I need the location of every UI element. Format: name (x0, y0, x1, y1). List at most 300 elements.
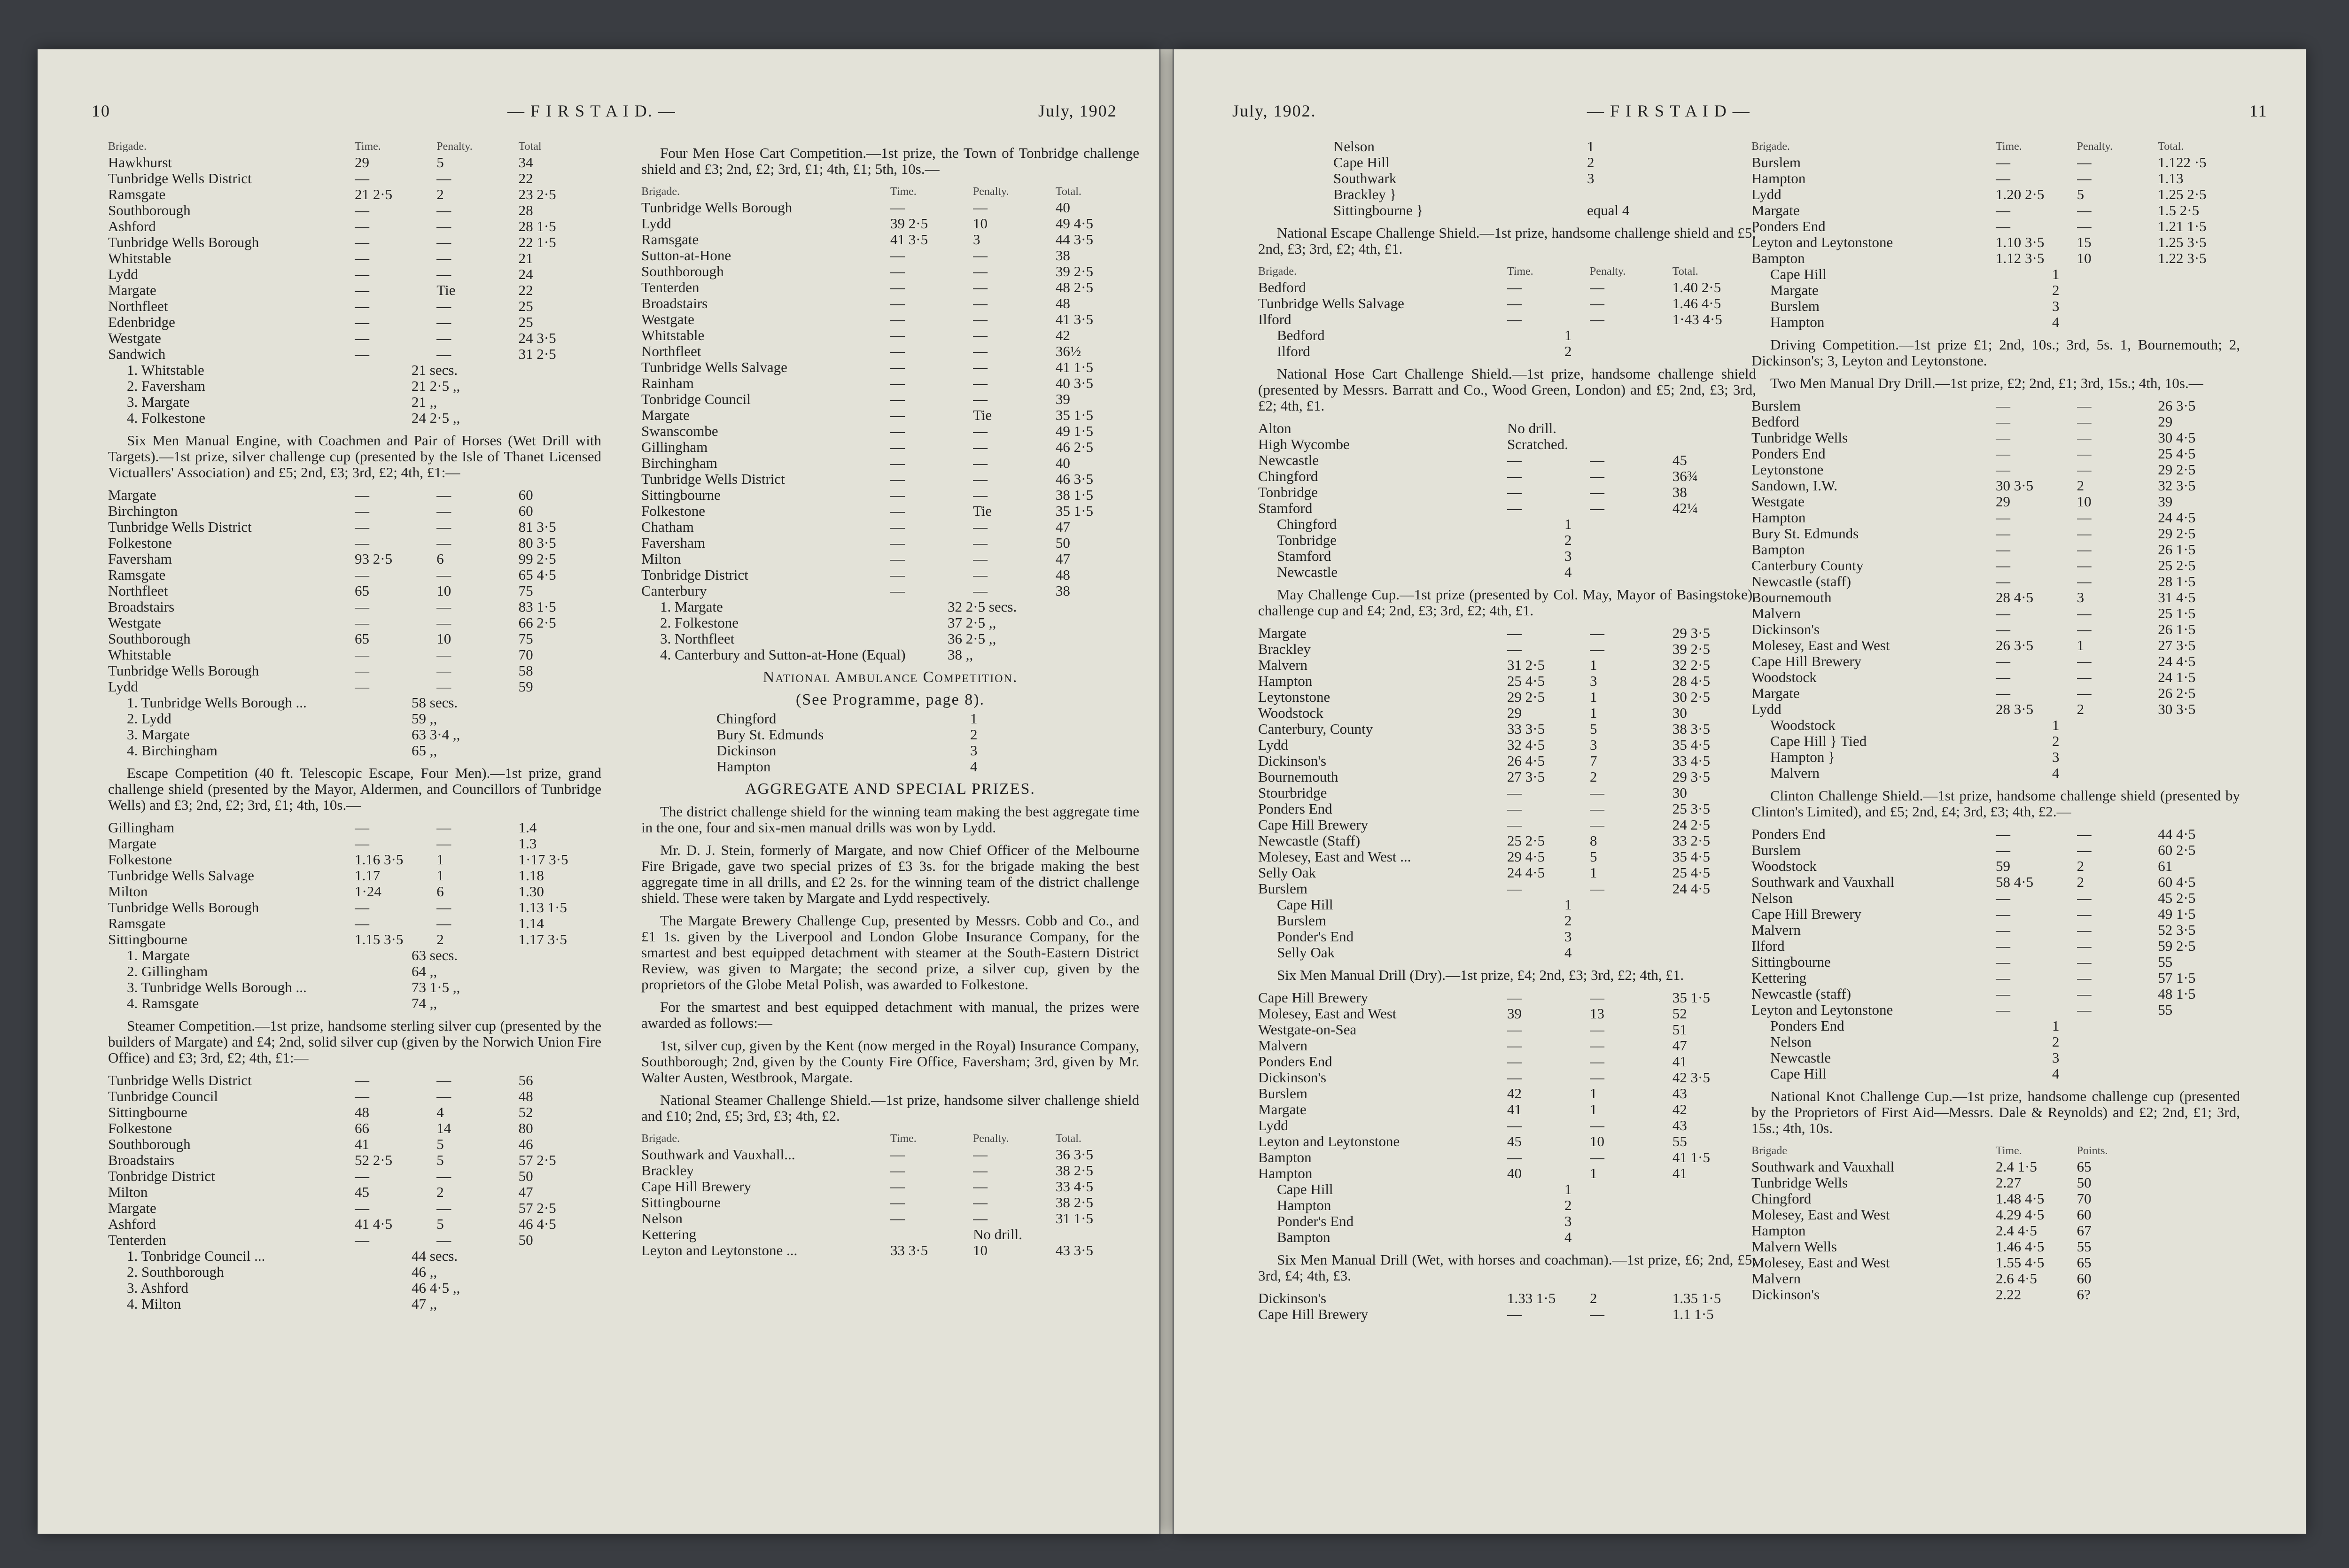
table-cell: 21 (518, 250, 533, 266)
table-cell: 24 4·5 (1507, 865, 1545, 881)
placing-row (1751, 298, 2240, 314)
placing-name: Margate (1770, 282, 1819, 298)
table-cell: 39 (2158, 494, 2173, 510)
table-cell: — (1996, 970, 2010, 986)
table-cell: — (1507, 625, 1522, 641)
table-row (1751, 510, 2240, 526)
table-row (108, 615, 601, 631)
table-row (641, 439, 1139, 455)
table-cell: 1.22 3·5 (2158, 250, 2207, 266)
table-cell: — (1507, 1306, 1522, 1322)
table-cell: — (355, 567, 369, 583)
table-cell: — (972, 1163, 988, 1179)
table-cell: 1.17 3·5 (518, 931, 567, 947)
table-cell: — (1589, 1038, 1604, 1054)
placing-row (1258, 945, 1756, 961)
table-cell: Margate (1751, 202, 1800, 218)
placing-value: 4 (1564, 1229, 1572, 1245)
table-row (1751, 970, 2240, 986)
table-cell: — (1996, 414, 2010, 430)
table-cell: Margate (108, 1200, 156, 1216)
table-row (1258, 1133, 1756, 1149)
table-row (108, 868, 601, 884)
table-cell: 15 (2077, 234, 2092, 250)
placing-value: 3 (2052, 298, 2060, 314)
table-row (641, 519, 1139, 535)
table-cell: Leyton and Leytonstone (1258, 1133, 1400, 1149)
table-cell: — (972, 343, 988, 359)
paragraph: Steamer Competition.—1st prize, handsome sterling silver cup (presented by the builders of Margate) and £4; 2nd, solid silver cup (given by the Norwich Union Fire Office) and £3; 3rd, £2; 4th, £1:— (108, 1017, 601, 1066)
table-cell: Tunbridge Wells Borough (641, 200, 793, 216)
placing-value: 1 (1564, 516, 1572, 532)
page-date: July, 1902. (1232, 101, 1316, 120)
placing-value: 3 (1564, 1213, 1572, 1229)
placing-row (641, 743, 1139, 759)
placing-value: 74 ,, (412, 995, 437, 1011)
table-cell: — (355, 519, 369, 535)
table-row (1258, 1070, 1756, 1086)
table-cell: 5 (436, 155, 444, 171)
table-cell: Leytonstone (1751, 462, 1824, 478)
table-cell: — (890, 487, 905, 503)
placing-name: Malvern (1770, 765, 1820, 781)
running-title: — F I R S T A I D — (1587, 101, 1750, 120)
placing-value: 32 2·5 secs. (948, 598, 1017, 615)
header-cell: Points. (2077, 1145, 2108, 1157)
table-cell: 29 3·5 (1672, 625, 1710, 641)
table-cell: 49 1·5 (1055, 423, 1093, 439)
table-cell: 57 2·5 (518, 1200, 556, 1216)
table-row (1258, 673, 1756, 689)
placing-value: 2 (2052, 1033, 2060, 1050)
table-cell: Tie (436, 282, 456, 298)
table-cell: — (1996, 574, 2010, 590)
table-cell: 42 (1055, 327, 1070, 343)
table-row (1258, 1306, 1756, 1322)
placing-row (1258, 913, 1756, 929)
placing-value: 38 ,, (948, 646, 973, 663)
table-cell: 3 (2077, 590, 2085, 605)
table-cell: Ramsgate (108, 567, 166, 583)
table-cell: 1.14 (518, 916, 544, 931)
table-cell: — (1996, 202, 2010, 218)
table-row (108, 1088, 601, 1104)
table-cell: Leytonstone (1258, 689, 1330, 705)
table-cell: Milton (108, 884, 148, 900)
table-cell: Canterbury (641, 583, 707, 599)
table-cell: — (1996, 986, 2010, 1002)
table-cell: 55 (2077, 1239, 2092, 1255)
table-cell: — (890, 1147, 905, 1163)
table-cell: — (355, 503, 369, 519)
table-cell: — (2077, 954, 2092, 970)
table-cell: Bury St. Edmunds (1751, 526, 1859, 542)
table-cell: — (890, 439, 905, 455)
table-cell: 35 1·5 (1055, 407, 1093, 423)
table-cell: — (436, 820, 451, 836)
table-cell: 5 (436, 1216, 444, 1232)
table-header (108, 139, 601, 155)
table-row (641, 375, 1139, 391)
table-cell: — (2077, 890, 2092, 906)
table-cell: — (355, 599, 369, 615)
table-cell: 21 2·5 (355, 186, 393, 202)
table-cell: 2.4 4·5 (1996, 1223, 2037, 1239)
table-cell: Tie (972, 407, 992, 423)
placing-row (1258, 139, 1756, 155)
table-cell: — (1996, 826, 2010, 842)
paragraph: Escape Competition (40 ft. Telescopic Escape, Four Men).—1st prize, grand challenge shield (presented by the Mayor, Aldermen, and Councillors of Tunbridge Wells) and £3; 2nd, £2; 3rd, £1; 4th, 10s.— (108, 765, 601, 813)
table-cell: 1 (436, 868, 444, 884)
table-cell: Whitstable (641, 327, 705, 343)
table-row (1751, 605, 2240, 621)
paragraph: Clinton Challenge Shield.—1st prize, handsome challenge shield (presented by Clinton's Limited), and £5; 2nd, £4; 3rd, £3; 4th, £2.— (1751, 787, 2240, 820)
table-cell: Ilford (1258, 311, 1291, 327)
table-cell: — (436, 1088, 451, 1104)
table-cell: 41 3·5 (890, 232, 928, 248)
table-cell: — (890, 551, 905, 567)
placing-value: 46 ,, (412, 1264, 437, 1280)
table-cell: Folkestone (108, 852, 172, 868)
table-cell: — (1996, 462, 2010, 478)
table-cell: 39 (1055, 391, 1070, 407)
table-row (1751, 590, 2240, 605)
table-cell: Southwark and Vauxhall... (641, 1147, 795, 1163)
table-cell: 3 (1589, 673, 1597, 689)
table-cell: 47 (1055, 551, 1070, 567)
table-cell: — (1507, 801, 1522, 817)
placing-value: 1 (2052, 266, 2060, 282)
table-cell: 25 1·5 (2158, 605, 2196, 621)
table-row (1258, 817, 1756, 833)
table-row (108, 1104, 601, 1120)
table-cell: — (355, 282, 369, 298)
placing-value: 1 (1564, 1181, 1572, 1197)
table-cell: — (972, 375, 988, 391)
table-cell: 33 3·5 (890, 1242, 928, 1258)
table-cell: Margate (1751, 685, 1800, 701)
table-cell: Cape Hill Brewery (1751, 906, 1862, 922)
table-cell: 30 2·5 (1672, 689, 1710, 705)
table-cell: Newcastle (staff) (1751, 986, 1851, 1002)
table-row (108, 234, 601, 250)
paragraph: May Challenge Cup.—1st prize (presented by Col. May, Mayor of Basingstoke), challenge cup and £4; 2nd, £3; 3rd, £2; 4th, £1. (1258, 586, 1756, 619)
placing-name: Cape Hill (1277, 896, 1333, 913)
table-cell: 24 (518, 266, 533, 282)
table-cell: — (972, 391, 988, 407)
placing-name: 1. Tunbridge Wells Borough ... (127, 694, 307, 711)
table-row (108, 1216, 601, 1232)
table-cell: 22 (518, 171, 533, 186)
placing-name: 3. Margate (127, 394, 190, 410)
header-cell: Penalty. (972, 1133, 1009, 1145)
table-row (1258, 452, 1756, 468)
table-cell: Bampton (1258, 1149, 1312, 1165)
table-cell: Northfleet (108, 298, 168, 314)
table-cell: — (355, 1168, 369, 1184)
placing-row (641, 759, 1139, 775)
table-cell: 1·24 (355, 884, 381, 900)
table-cell: 48 (355, 1104, 369, 1120)
table-row (641, 535, 1139, 551)
table-cell: Folkestone (108, 1120, 172, 1136)
table-cell: Burslem (1258, 1086, 1308, 1102)
table-row (108, 298, 601, 314)
placing-row (1751, 733, 2240, 749)
table-row (108, 679, 601, 695)
table-cell: Hampton (1751, 1223, 1806, 1239)
table-cell: Tonbridge District (641, 567, 748, 583)
table-cell: — (890, 375, 905, 391)
table-row (641, 232, 1139, 248)
table-cell: Nelson (1751, 890, 1793, 906)
table-cell: 46 2·5 (1055, 439, 1093, 455)
table-cell: — (436, 1232, 451, 1248)
header-cell: Time. (890, 1133, 917, 1145)
table-row (1751, 1175, 2240, 1191)
table-row (1258, 1038, 1756, 1054)
table-cell: Malvern Wells (1751, 1239, 1837, 1255)
table-cell: Tunbridge Wells Borough (108, 900, 259, 916)
table-cell: 35 4·5 (1672, 849, 1710, 865)
table-cell: — (972, 487, 988, 503)
placing-value: 2 (1564, 343, 1572, 359)
table-row (108, 567, 601, 583)
table-cell: Hampton (1258, 673, 1313, 689)
table-cell: 65 (2077, 1159, 2092, 1175)
table-row (1751, 922, 2240, 938)
table-cell: — (436, 171, 451, 186)
table-cell: 3 (972, 232, 980, 248)
table-cell: 70 (518, 647, 533, 663)
paragraph: For the smartest and best equipped detachment with manual, the prizes were awarded as follows:— (641, 999, 1139, 1031)
table-row (1258, 311, 1756, 327)
table-cell: — (436, 519, 451, 535)
table-cell: Southborough (108, 1136, 191, 1152)
table-cell: 33 2·5 (1672, 833, 1710, 849)
table-cell: 70 (2077, 1191, 2092, 1207)
table-row (108, 282, 601, 298)
table-cell: 26 1·5 (2158, 542, 2196, 558)
table-cell: 46 3·5 (1055, 471, 1093, 487)
table-cell: Lydd (641, 216, 671, 232)
paragraph: Mr. D. J. Stein, formerly of Margate, and now Chief Officer of the Melbourne Fire Brigade, gave two special prizes of £3 3s. for the brigade making the best aggregate time in all drills, and £2 2s. for the winning team of the district challenge shield. These were taken by Margate and Lydd respectively. (641, 842, 1139, 906)
header-cell: Total (518, 140, 542, 153)
placing-name: Cape Hill (1277, 1181, 1333, 1197)
table-cell: 1.13 (2158, 171, 2184, 186)
table-cell: Tunbridge Wells Salvage (1258, 295, 1404, 311)
table-cell: — (436, 1072, 451, 1088)
table-cell: 1.55 4·5 (1996, 1255, 2045, 1271)
placing-name: 4. Milton (127, 1296, 181, 1312)
table-row (108, 551, 601, 567)
table-row (641, 1179, 1139, 1195)
table-cell: — (355, 916, 369, 931)
table-cell: 46 4·5 (518, 1216, 556, 1232)
placing-row (641, 615, 1139, 631)
table-cell: Chingford (1258, 468, 1318, 484)
placing-row (108, 695, 601, 711)
table-cell: 1.17 (355, 868, 381, 884)
table-cell: Swanscombe (641, 423, 718, 439)
table-cell: Malvern (1751, 605, 1801, 621)
placing-row (641, 727, 1139, 743)
table-cell: 49 1·5 (2158, 906, 2196, 922)
table-cell: — (1996, 155, 2010, 171)
table-cell: — (2077, 685, 2092, 701)
table-row (1751, 954, 2240, 970)
table-cell: 32 4·5 (1507, 737, 1545, 753)
table-row (1751, 874, 2240, 890)
table-cell: Newcastle (Staff) (1258, 833, 1361, 849)
table-cell: — (972, 1147, 988, 1163)
table-cell: No drill. (972, 1226, 1023, 1242)
table-cell: — (1507, 1038, 1522, 1054)
table-cell: — (890, 248, 905, 264)
table-cell: — (972, 535, 988, 551)
table-cell: 61 (2158, 858, 2173, 874)
placing-row (1258, 548, 1756, 564)
table-cell: 28 1·5 (2158, 574, 2196, 590)
table-cell: — (972, 583, 988, 599)
table-cell: 59 (1996, 858, 2010, 874)
book-gutter (1160, 49, 1173, 1534)
table-cell: — (972, 567, 988, 583)
table-cell: Ponders End (1258, 801, 1332, 817)
table-row (108, 346, 601, 362)
header-cell: Brigade. (641, 1133, 680, 1145)
placing-row (1258, 202, 1756, 218)
table-cell: 1.40 2·5 (1672, 279, 1721, 295)
paragraph: National Hose Cart Challenge Shield.—1st prize, handsome challenge shield (presented by Messrs. Barratt and Co., Wood Green, London) and £5; 2nd, £3; 3rd, £2; 4th, £1. (1258, 365, 1756, 414)
table-cell: — (1996, 218, 2010, 234)
header-cell: Brigade. (641, 186, 680, 198)
table-cell: Ponders End (1751, 446, 1826, 462)
table-row (1258, 625, 1756, 641)
table-row (1258, 990, 1756, 1006)
table-cell: 1.46 4·5 (1672, 295, 1721, 311)
table-cell: — (436, 916, 451, 931)
table-cell: 47 (518, 1184, 533, 1200)
placing-row (108, 1280, 601, 1296)
table-cell: 30 (1672, 705, 1687, 721)
table-cell: — (436, 679, 451, 695)
table-row (108, 583, 601, 599)
table-row (1258, 1054, 1756, 1070)
table-cell: — (1996, 558, 2010, 574)
table-cell (1590, 420, 1672, 436)
table-cell: Sittingbourne (108, 1104, 187, 1120)
table-cell: 41 1·5 (1055, 359, 1093, 375)
table-cell: 38 2·5 (1055, 1163, 1093, 1179)
table-row (108, 900, 601, 916)
table-cell: — (2077, 669, 2092, 685)
table-cell: 50 (1055, 535, 1070, 551)
table-cell: Malvern (1751, 1271, 1801, 1287)
table-cell: Tenterden (108, 1232, 166, 1248)
table-row (1258, 769, 1756, 785)
table-cell: — (355, 820, 369, 836)
placing-name: Hampton (1770, 314, 1825, 330)
table-row (108, 631, 601, 647)
table-cell: — (1589, 279, 1604, 295)
table-cell: 1·43 4·5 (1672, 311, 1722, 327)
table-cell: Canterbury County (1751, 558, 1864, 574)
table-cell: 45 2·5 (2158, 890, 2196, 906)
table-cell: — (1507, 1070, 1522, 1086)
table-cell: 10 (436, 583, 451, 599)
table-cell: — (972, 1195, 988, 1211)
table-cell: 30 3·5 (2158, 701, 2196, 717)
table-cell: — (890, 295, 905, 311)
table-row (108, 330, 601, 346)
table-cell: 80 (518, 1120, 533, 1136)
table-cell: 60 (2077, 1271, 2092, 1287)
table-row (1258, 1022, 1756, 1038)
placing-name: Bedford (1277, 327, 1325, 343)
header-cell: Penalty. (2077, 140, 2113, 153)
placing-value: 65 ,, (412, 742, 437, 759)
placing-name: 4. Canterbury and Sutton-at-Hone (Equal) (660, 646, 906, 663)
table-cell: — (1996, 398, 2010, 414)
table-cell: — (890, 391, 905, 407)
table-cell: Margate (108, 487, 156, 503)
placing-value (1587, 186, 1756, 202)
table-row (1258, 689, 1756, 705)
table-cell: Bedford (1258, 279, 1306, 295)
table-row (1751, 234, 2240, 250)
table-row (1258, 1149, 1756, 1165)
table-cell: — (436, 647, 451, 663)
table-cell: 31 4·5 (2158, 590, 2196, 605)
table-cell: 2 (2077, 858, 2085, 874)
header-cell: Total. (1672, 265, 1698, 278)
table-cell: Ponders End (1751, 218, 1826, 234)
table-cell: — (1996, 526, 2010, 542)
table-cell (1672, 436, 1756, 452)
placing-name: 4. Folkestone (127, 410, 206, 426)
table-row (1258, 1290, 1756, 1306)
placing-value: 1 (2052, 717, 2060, 733)
table-cell: — (1589, 785, 1604, 801)
table-cell: — (436, 487, 451, 503)
table-row (1751, 398, 2240, 414)
table-cell: Leyton and Leytonstone ... (641, 1242, 798, 1258)
table-cell: Margate (108, 836, 156, 852)
table-cell: 1.10 3·5 (1996, 234, 2045, 250)
table-row (1258, 753, 1756, 769)
table-cell: 45 (1672, 452, 1687, 468)
header-cell: Total. (1055, 1133, 1081, 1145)
table-cell: — (355, 615, 369, 631)
table-cell: Sandwich (108, 346, 166, 362)
table-cell: — (1996, 542, 2010, 558)
table-cell: — (1996, 890, 2010, 906)
table-cell: 81 3·5 (518, 519, 556, 535)
table-cell: Leyton and Leytonstone (1751, 234, 1893, 250)
table-cell: Tunbridge Wells District (108, 519, 252, 535)
placing-value: 47 ,, (412, 1296, 437, 1312)
table-cell: 60 (518, 487, 533, 503)
table-cell: — (436, 836, 451, 852)
table-cell: — (2077, 218, 2092, 234)
paragraph: The district challenge shield for the winning team making the best aggregate time in the one, four and six-men manual drills was won by Lydd. (641, 803, 1139, 836)
placing-value: 21 ,, (412, 394, 437, 410)
table-cell: 25 3·5 (1672, 801, 1710, 817)
table-row (641, 423, 1139, 439)
table-cell: 25 4·5 (1507, 673, 1545, 689)
table-row (108, 171, 601, 186)
